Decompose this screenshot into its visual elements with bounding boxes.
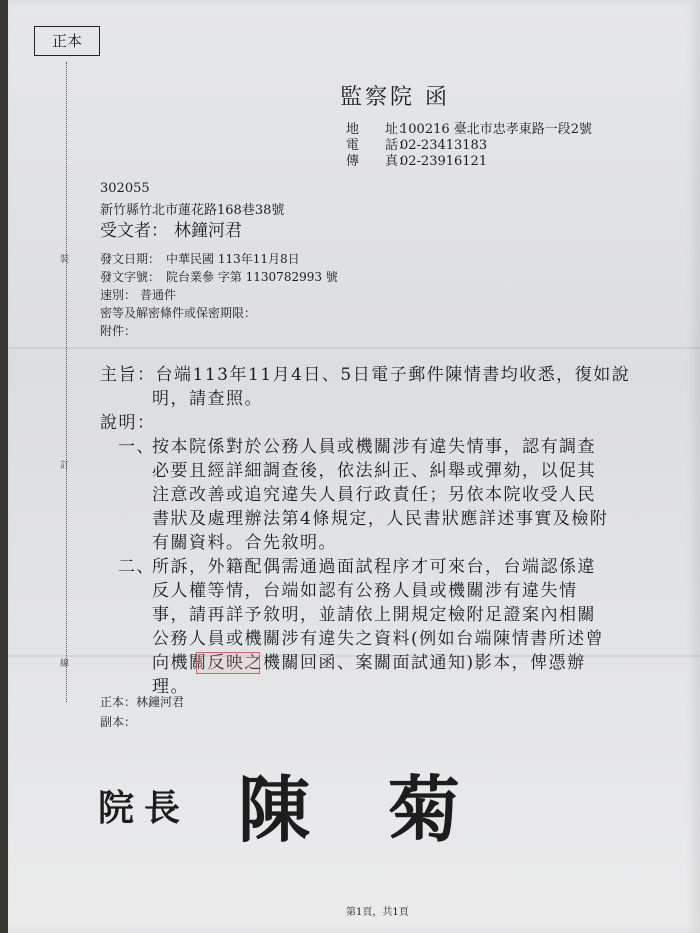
address-label: 地 址： — [346, 122, 412, 137]
recipient-address: 新竹縣竹北市蓮花路168巷38號 — [100, 203, 285, 218]
speed-class — [100, 286, 176, 303]
security-level: 密等及解密條件或保密期限： — [100, 306, 257, 320]
item1-line: 注意改善或追究違失人員行政責任；另依本院收受人民 — [152, 485, 596, 505]
original-copy-stamp: 正本 — [34, 26, 100, 56]
signature-name-1: 陳 — [238, 767, 311, 852]
recipient — [100, 216, 242, 241]
item1-line: 必要且經詳細調查後，依法糾正、糾舉或彈劾，以促其 — [152, 461, 596, 481]
speed-value: 普通件 — [140, 288, 177, 302]
item2-line: 公務人員或機關涉有違失之資料(例如台端陳情書所述曾 — [152, 629, 605, 649]
explanation-label: 說明： — [100, 413, 156, 433]
item2-line: 事，請再詳予敘明，並請依上開規定檢附足證案內相關 — [152, 605, 596, 625]
signature-title: 院長 — [98, 787, 191, 829]
subject-line1 — [100, 360, 630, 385]
original-label: 正本： — [100, 695, 137, 709]
recipient-name: 林鐘河君 — [174, 221, 242, 241]
subject-line2: 明，請查照。 — [152, 389, 263, 409]
original-value: 林鐘河君 — [136, 695, 185, 709]
issue-date — [100, 250, 300, 267]
date-label: 發文日期： — [100, 252, 161, 266]
recipient-label: 受文者： — [100, 221, 168, 241]
subject-label: 主旨： — [100, 365, 156, 385]
document-title: 監察院 函 — [340, 85, 450, 110]
binding-char: 裝 — [60, 255, 70, 265]
doc-no-label: 發文字號： — [100, 270, 161, 284]
paper-fold — [8, 347, 700, 349]
binding-char: 線 — [60, 659, 70, 669]
doc-number — [100, 268, 338, 285]
fax-label: 傳 真： — [346, 154, 412, 169]
signature-name-2: 菊 — [388, 767, 461, 852]
sender-fax — [346, 150, 487, 169]
item2-line: 向機關反映之機關回函、案關面試通知)影本，俾憑辦 — [152, 653, 586, 673]
date-value: 中華民國 113年11月8日 — [166, 252, 300, 266]
item1-line: 有關資料。合先敘明。 — [152, 533, 337, 553]
item2-line: 所訴，外籍配偶需通過面試程序才可來台，台端認係違 — [152, 557, 596, 577]
copy-recipient: 副本： — [100, 715, 137, 729]
item2-number: 二、 — [118, 557, 155, 577]
original-recipient — [100, 693, 184, 710]
recipient-zip: 302055 — [100, 181, 150, 196]
speed-label: 速別： — [100, 288, 137, 302]
address-value: 100216 臺北市忠孝東路一段2號 — [400, 122, 593, 137]
phone-label: 電 話： — [346, 138, 412, 153]
doc-no-value: 院台業參 字第 1130782993 號 — [166, 270, 338, 284]
page-footer: 第1頁，共1頁 — [346, 907, 409, 918]
attachment-label: 附件： — [100, 324, 137, 338]
subject-text: 台端113年11月4日、5日電子郵件陳情書均收悉，復如說 — [155, 365, 631, 385]
binding-line — [66, 62, 67, 702]
fax-value: 02-23916121 — [400, 154, 488, 169]
red-seal-stamp — [196, 652, 260, 674]
phone-value: 02-23413183 — [400, 138, 488, 153]
item1-line: 書狀及處理辦法第4條規定，人民書狀應詳述事實及檢附 — [152, 509, 609, 529]
item1-number: 一、 — [118, 437, 155, 457]
binding-char: 訂 — [60, 461, 70, 471]
item2-line: 理。 — [152, 677, 189, 697]
item1-line: 按本院係對於公務人員或機關涉有違失情事，認有調查 — [152, 437, 596, 457]
item2-line: 反人權等情，台端如認有公務人員或機關涉有違失情 — [152, 581, 578, 601]
